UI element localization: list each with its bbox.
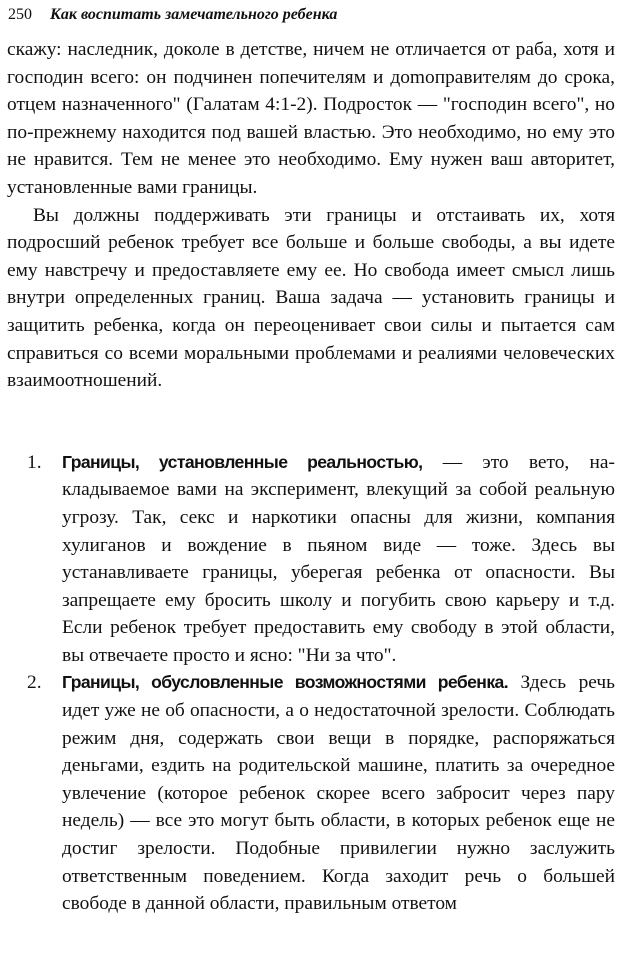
paragraph-continuation: скажу: наследник, доколе в детстве, ничем не отличается от раба, хотя и господин всего: он подчинен попечителям и доmоправителям до срока, отцем назначенного" (Галатам 4:1-2). Подросток — "господин всего", но по-прежнему находится под вашей властью. Это необходимо, но ему это не нравится. Тем не менее это необходимо. Ему нужен ваш авторитет, установленные вами границы. bbox=[7, 39, 615, 198]
list-item-reality-boundaries bbox=[7, 449, 615, 670]
boundaries-list bbox=[7, 449, 615, 918]
page-header bbox=[8, 2, 337, 28]
paragraph-boundaries: Вы должны поддерживать эти границы и отстаивать их, хотя подросший ребенок требует все больше и больше свободы, а вы идете ему навстречу и предоставляете ему ее. Но свобода имеет смысл лишь внутри определенных границ. Ваша задача — установить границы и защитить ребенка, когда он переоценивает свои силы и пытается сам справиться со всеми моральными проблемами и реалиями человеческих взаимоотношений. bbox=[7, 204, 615, 392]
list-item-number: 2. bbox=[27, 672, 42, 694]
running-title: Как воспитать замечательного ребенка bbox=[50, 6, 338, 23]
list-item-term: Границы, установленные реальностью, bbox=[62, 451, 423, 472]
list-item-text: Здесь речь идет уже не об опасности, а о недостаточной зрелости. Соблюдать режим дня, содержать свои вещи в порядке, распоряжаться деньгами, ездить на родительской машине, платить за очередное увлечение (которое ребенок скорее всего забросит через пару недель) — все это могут быть области, в которых ребенок еще не достиг зрелости. Подобные привилегии нужно заслужить ответственным поведением. Когда заходит речь о большей свободе в данной области, правильным ответом bbox=[62, 672, 615, 915]
list-item-ability-boundaries bbox=[7, 669, 615, 917]
page-number: 250 bbox=[8, 6, 32, 23]
list-item-text: — это вето, накладываемое вами на эксперимент, влекущий за собой реальную угрозу. Так, секс и наркотики опасны для жизни, компания хулиганов и вождение в пьяном виде — тоже. Здесь вы устанавливаете границы, уберегая ребенка от опасности. Вы запрещаете ему бросить школу и погубить свою карьеру и т.д. Если ребенок требует предоставить ему свободу в этой области, вы отвечаете просто и ясно: "Ни за что". bbox=[62, 451, 615, 666]
page-body bbox=[7, 36, 615, 918]
list-item-number: 1. bbox=[27, 451, 42, 473]
list-item-term: Границы, обусловленные возможностями ребенка. bbox=[62, 672, 508, 693]
